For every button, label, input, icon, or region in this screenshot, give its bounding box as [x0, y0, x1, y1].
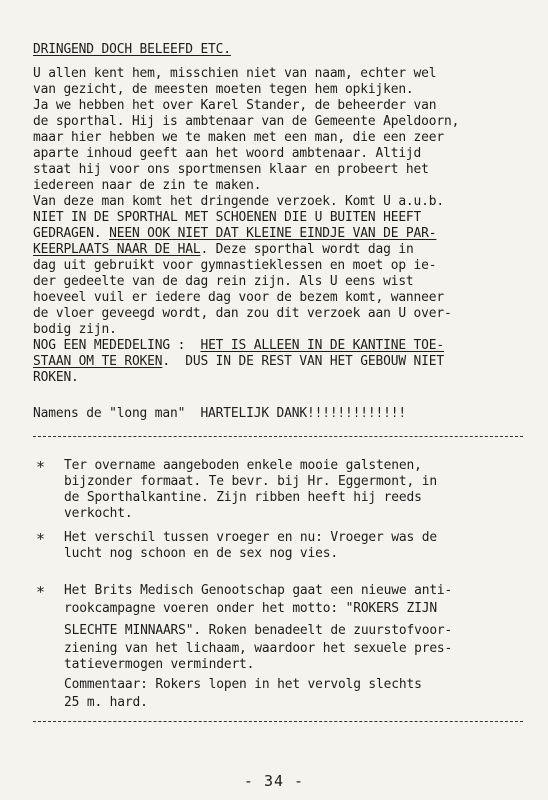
heading: DRINGEND DOCH BELEEFD ETC.: [33, 42, 231, 57]
paragraph-line: van gezicht, de meesten moeten tegen hem opkijken.: [33, 82, 414, 97]
item-line: verkocht.: [64, 506, 133, 521]
bullet-asterisk: *: [36, 458, 46, 476]
item-line: lucht nog schoon en de sex nog vies.: [64, 546, 338, 561]
paragraph-line: [33, 338, 444, 354]
item-line: de Sporthalkantine. Zijn ribben heeft hij reeds: [64, 490, 422, 505]
item-line: Het verschil tussen vroeger en nu: Vroeger was de: [64, 530, 437, 545]
plain-text: . Deze sporthal wordt dag in: [200, 242, 414, 257]
paragraph-line: Ja we hebben het over Karel Stander, de beheerder van: [33, 98, 437, 113]
closing-line: Namens de "long man" HARTELIJK DANK!!!!!!!!!!!!!: [33, 406, 406, 421]
paragraph-line: de sporthal. Hij is ambtenaar van de Gemeente Apeldoorn,: [33, 114, 460, 129]
paragraph-line: der gedeelte van de dag rein zijn. Als U eens wist: [33, 274, 414, 289]
item-line: 25 m. hard.: [64, 695, 148, 710]
paragraph-line: ROKEN.: [33, 370, 79, 385]
paragraph-line: U allen kent hem, misschien niet van naam, echter wel: [33, 66, 437, 81]
paragraph-line: maar hier hebben we te maken met een man, die een zeer: [33, 130, 444, 145]
paragraph-line: [33, 226, 436, 242]
paragraph-line: NIET IN DE SPORTHAL MET SCHOENEN DIE U BUITEN HEEFT: [33, 210, 422, 225]
item-line: rookcampagne voeren onder het motto: "ROKERS ZIJN: [64, 601, 437, 616]
paragraph-line: Van deze man komt het dringende verzoek. Komt U a.u.b.: [33, 194, 444, 209]
item-line: bijzonder formaat. Te bevr. bij Hr. Eggermont, in: [64, 474, 437, 489]
plain-text: GEDRAGEN.: [33, 226, 110, 241]
paragraph-line: dag uit gebruikt voor gymnastieklessen en moet op ie-: [33, 258, 437, 273]
paragraph-line: [33, 354, 444, 370]
item-line: tatievermogen vermindert.: [64, 657, 255, 672]
paragraph-line: iedereen naar de zin te maken.: [33, 178, 262, 193]
page-number: - 34 -: [243, 772, 305, 790]
divider: [33, 721, 523, 722]
paragraph-line: staat hij voor ons sportmensen klaar en probeert het: [33, 162, 429, 177]
underlined-text: NEEN OOK NIET DAT KLEINE EINDJE VAN DE PAR-: [109, 226, 437, 241]
item-line: ziening van het lichaam, waardoor het sexuele pres-: [64, 641, 453, 656]
paragraph-line: [33, 242, 414, 258]
underlined-text: HET IS ALLEEN IN DE KANTINE TOE-: [200, 338, 444, 353]
underlined-text: STAAN OM TE ROKEN: [33, 354, 163, 369]
paragraph-line: de vloer geveegd wordt, dan zou dit verzoek aan U over-: [33, 306, 452, 321]
plain-text: . DUS IN DE REST VAN HET GEBOUW NIET: [162, 354, 444, 369]
item-line: Commentaar: Rokers lopen in het vervolg slechts: [64, 677, 422, 692]
paragraph-line: bodig zijn.: [33, 322, 117, 337]
plain-text: NOG EEN MEDEDELING :: [33, 338, 201, 353]
bullet-asterisk: *: [36, 583, 46, 601]
underlined-text: KEERPLAATS NAAR DE HAL: [33, 242, 201, 257]
item-line: SLECHTE MINNAARS". Roken benadeelt de zuurstofvoor-: [64, 623, 453, 638]
item-line: Ter overname aangeboden enkele mooie galstenen,: [64, 458, 422, 473]
paragraph-line: aparte inhoud geeft aan het woord ambtenaar. Altijd: [33, 146, 422, 161]
divider: [33, 436, 523, 437]
item-line: Het Brits Medisch Genootschap gaat een nieuwe anti-: [64, 583, 453, 598]
bullet-asterisk: *: [36, 530, 46, 548]
paragraph-line: hoeveel vuil er iedere dag voor de bezem komt, wanneer: [33, 290, 444, 305]
